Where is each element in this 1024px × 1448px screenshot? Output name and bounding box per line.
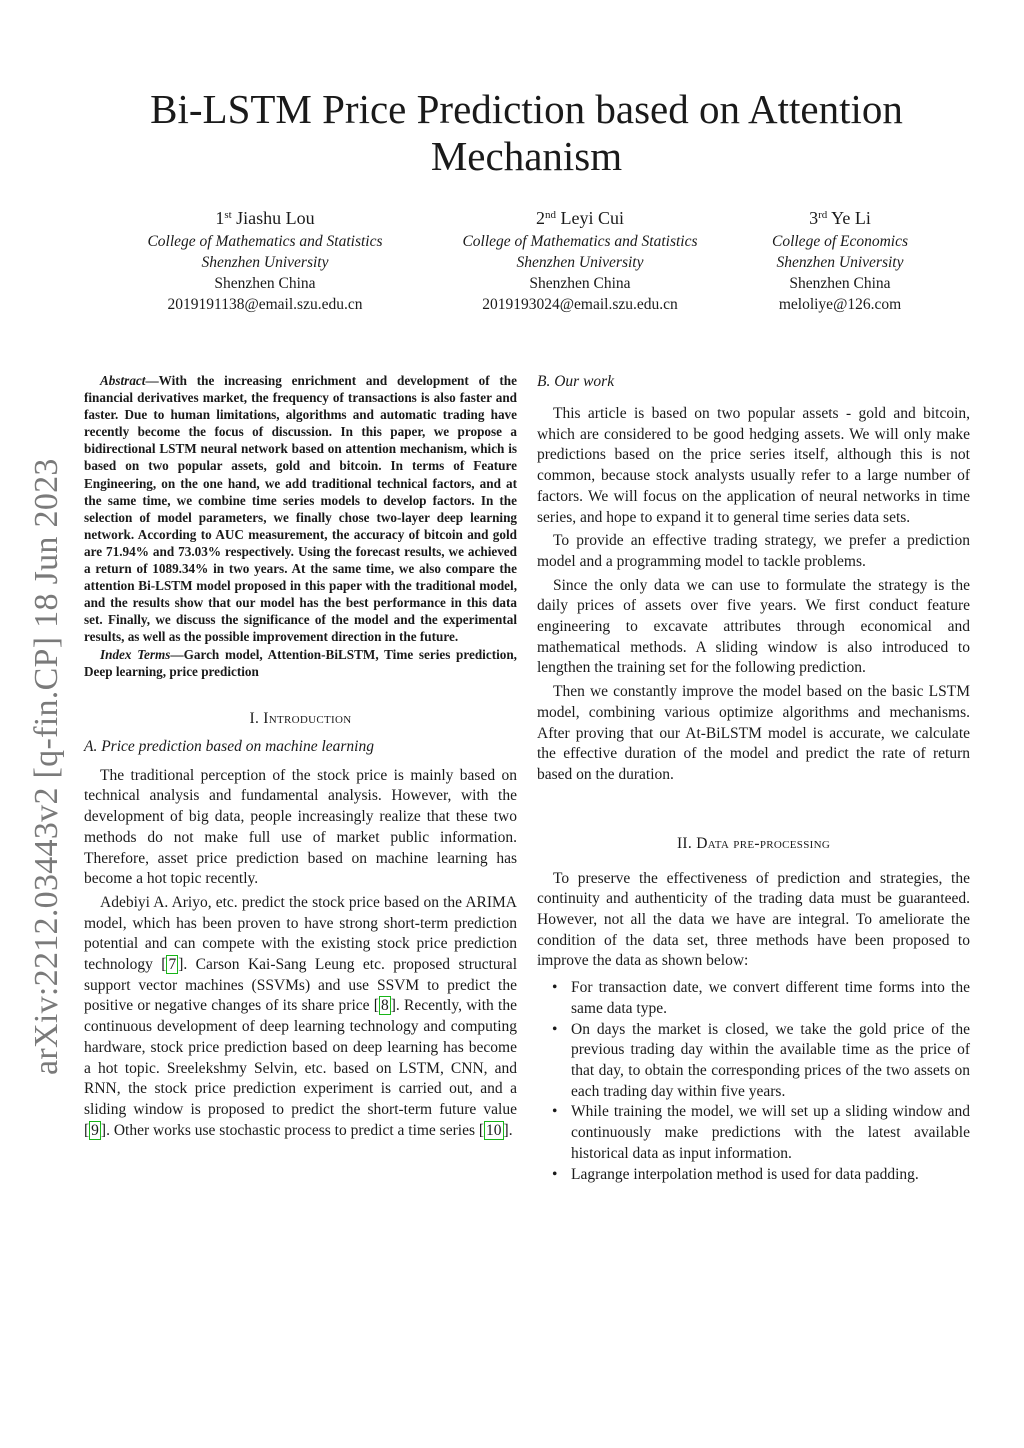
our-work-paragraph-4: Then we constantly improve the model based on the basic LSTM model, combining various optimize algorithms and mechanisms. After proving that our At-BiLSTM model is accurate, we calculate the effective duration of the model and predict the rate of return based on the duration. bbox=[537, 683, 970, 783]
left-column bbox=[84, 372, 517, 1141]
bullet-icon: • bbox=[552, 979, 558, 997]
section-heading-introduction: I. Introduction bbox=[249, 709, 352, 727]
index-terms bbox=[84, 646, 517, 680]
citation-link-7[interactable]: 7 bbox=[168, 956, 177, 974]
our-work-paragraph-3: Since the only data we can use to formulate the strategy is the daily prices of assets over five years. We first conduct feature engineering to excavate attributes through economical and mathematical methods. A sliding window is also introduced to lengthen the training set for the following prediction. bbox=[537, 576, 970, 677]
arxiv-identifier: arXiv:2212.03443v2 [q-fin.CP] 18 Jun 2023 bbox=[28, 458, 65, 1075]
our-work-paragraph-1: This article is based on two popular assets - gold and bitcoin, which are considered to be good hedging assets. We will only make predictions based on the price series itself, although this is not common, because stock analysts usually refer to a large number of factors. We will focus on the application of neural networks in time series, and hope to expand it to general time series data sets. bbox=[537, 405, 970, 526]
author-email: meloliye@126.com bbox=[778, 296, 902, 313]
author-email: 2019193024@email.szu.edu.cn bbox=[482, 296, 678, 313]
list-item: • Lagrange interpolation method is used for data padding. bbox=[537, 1165, 970, 1186]
bullet-icon: • bbox=[552, 1165, 558, 1183]
right-column bbox=[537, 372, 970, 1185]
intro-paragraph-1: The traditional perception of the stock price is mainly based on technical analysis and fundamental analysis. However, with the development of big data, people increasingly realize that these two methods do not make full use of market public information. Therefore, asset price prediction based on machine learning has become a hot topic recently. bbox=[84, 766, 517, 888]
abstract-text: —With the increasing enrichment and development of the financial derivatives market, the frequency of transactions is also faster and faster. Due to human limitations, algorithms and automatic trading have recently become the focus of discussion. In this paper, we propose a bidirectional LSTM neural network based on attention mechanism, which is based on two popular assets, gold and bitcoin. In terms of Feature Engineering, on the one hand, we add traditional technical factors, and at the same time, we combine time series models to develop factors. In the selection of model parameters, we finally chose two-layer deep learning network. According to AUC measurement, the accuracy of bitcoin and gold are 71.94% and 73.03% respectively. Using the forecast results, we achieved a return of 1089.34% in two years. At the same time, we also compare the attention Bi-LSTM model proposed in this paper with the traditional model, and the results show that our model has the best performance in this data set. Finally, we discuss the significance of the model and the experimental results, as well as the possible improvement direction in the future. bbox=[84, 373, 517, 645]
intro-paragraph-2: Adebiyi A. Ariyo, etc. predict the stock price based on the ARIMA model, which has been proven to have strong short-term prediction potential and can compete with the existing stock price prediction technology [ 7 ]. Carson Kai-Sang Leung etc. proposed structural support vector machines (SSVMs) and use SSVM to predict the positive or negative changes of its share price [ 8 ]. Recently, with the continuous development of deep learning technology and computing hardware, stock price prediction based on deep learning has become a hot topic. Sreelekshmy Selvin, etc. based on LSTM, CNN, and RNN, the stock price prediction experiment is carried out, and a sliding window is proposed to predict the short-term future value [ 9 ]. Other works use stochastic process to predict a time series [ 10 ]. bbox=[84, 893, 517, 1139]
author-name: Jiashu Lou bbox=[236, 208, 315, 228]
preprocessing-list bbox=[537, 978, 970, 1185]
subsection-heading-b: B. Our work bbox=[537, 373, 615, 390]
author-2: 2nd Leyi Cui College of Mathematics and Statistics Shenzhen University Shenzhen China 2019193024@email.szu.edu.cn bbox=[425, 205, 735, 315]
author-university: Shenzhen University bbox=[201, 254, 329, 271]
subsection-heading-a: A. Price prediction based on machine learning bbox=[84, 737, 374, 755]
list-item: • On days the market is closed, we take the gold price of the previous trading day within the available time as the price of that day, to obtain the corresponding prices of the two assets on each trading day within five years. bbox=[552, 1020, 970, 1100]
bullet-icon: • bbox=[552, 1103, 558, 1121]
author-location: Shenzhen China bbox=[214, 275, 316, 292]
author-block bbox=[0, 205, 1024, 325]
author-name: Leyi Cui bbox=[560, 208, 624, 228]
abstract-label: Abstract bbox=[100, 373, 146, 388]
author-affiliation: College of Economics bbox=[771, 233, 909, 250]
author-location: Shenzhen China bbox=[789, 275, 891, 292]
author-university: Shenzhen University bbox=[516, 254, 644, 271]
author-name: Ye Li bbox=[831, 208, 871, 228]
our-work-paragraph-2: To provide an effective trading strategy, we prefer a prediction model and a programming model to tackle problems. bbox=[537, 532, 970, 570]
author-affiliation: College of Mathematics and Statistics bbox=[462, 233, 698, 250]
author-email: 2019191138@email.szu.edu.cn bbox=[167, 296, 363, 313]
data-paragraph-1: To preserve the effectiveness of prediction and strategies, the continuity and authenticity of the trading data must be guaranteed. However, not all the data we have are integral. To ameliorate the condition of the data set, three methods have been proposed to improve the data as shown below: bbox=[537, 869, 970, 970]
citation-link-9[interactable]: 9 bbox=[91, 1121, 99, 1139]
index-terms-label: Index Terms bbox=[100, 646, 171, 662]
list-item: • For transaction date, we convert different time forms into the same data type. bbox=[552, 979, 970, 1017]
list-item: • While training the model, we will set up a sliding window and continuously make predictions with the latest available historical data as input information. bbox=[552, 1103, 970, 1162]
author-3: 3rd Ye Li College of Economics Shenzhen University Shenzhen China meloliye@126.com bbox=[735, 205, 945, 315]
author-location: Shenzhen China bbox=[529, 275, 631, 292]
section-heading-data-preprocessing: II. Data pre-processing bbox=[676, 834, 831, 852]
citation-link-8[interactable]: 8 bbox=[380, 997, 389, 1015]
paper-title: Bi-LSTM Price Prediction based on Attention Mechanism bbox=[150, 86, 903, 179]
bullet-icon: • bbox=[552, 1020, 558, 1038]
author-1: 1st Jiashu Lou College of Mathematics and Statistics Shenzhen University Shenzhen China 2019191138@email.szu.edu.cn bbox=[110, 205, 420, 315]
index-terms-text: —Garch model, Attention-BiLSTM, Time series prediction, Deep learning, price prediction bbox=[84, 646, 517, 679]
citation-link-10[interactable]: 10 bbox=[486, 1121, 502, 1139]
abstract bbox=[84, 372, 517, 646]
author-affiliation: College of Mathematics and Statistics bbox=[147, 233, 383, 250]
author-university: Shenzhen University bbox=[776, 254, 904, 271]
